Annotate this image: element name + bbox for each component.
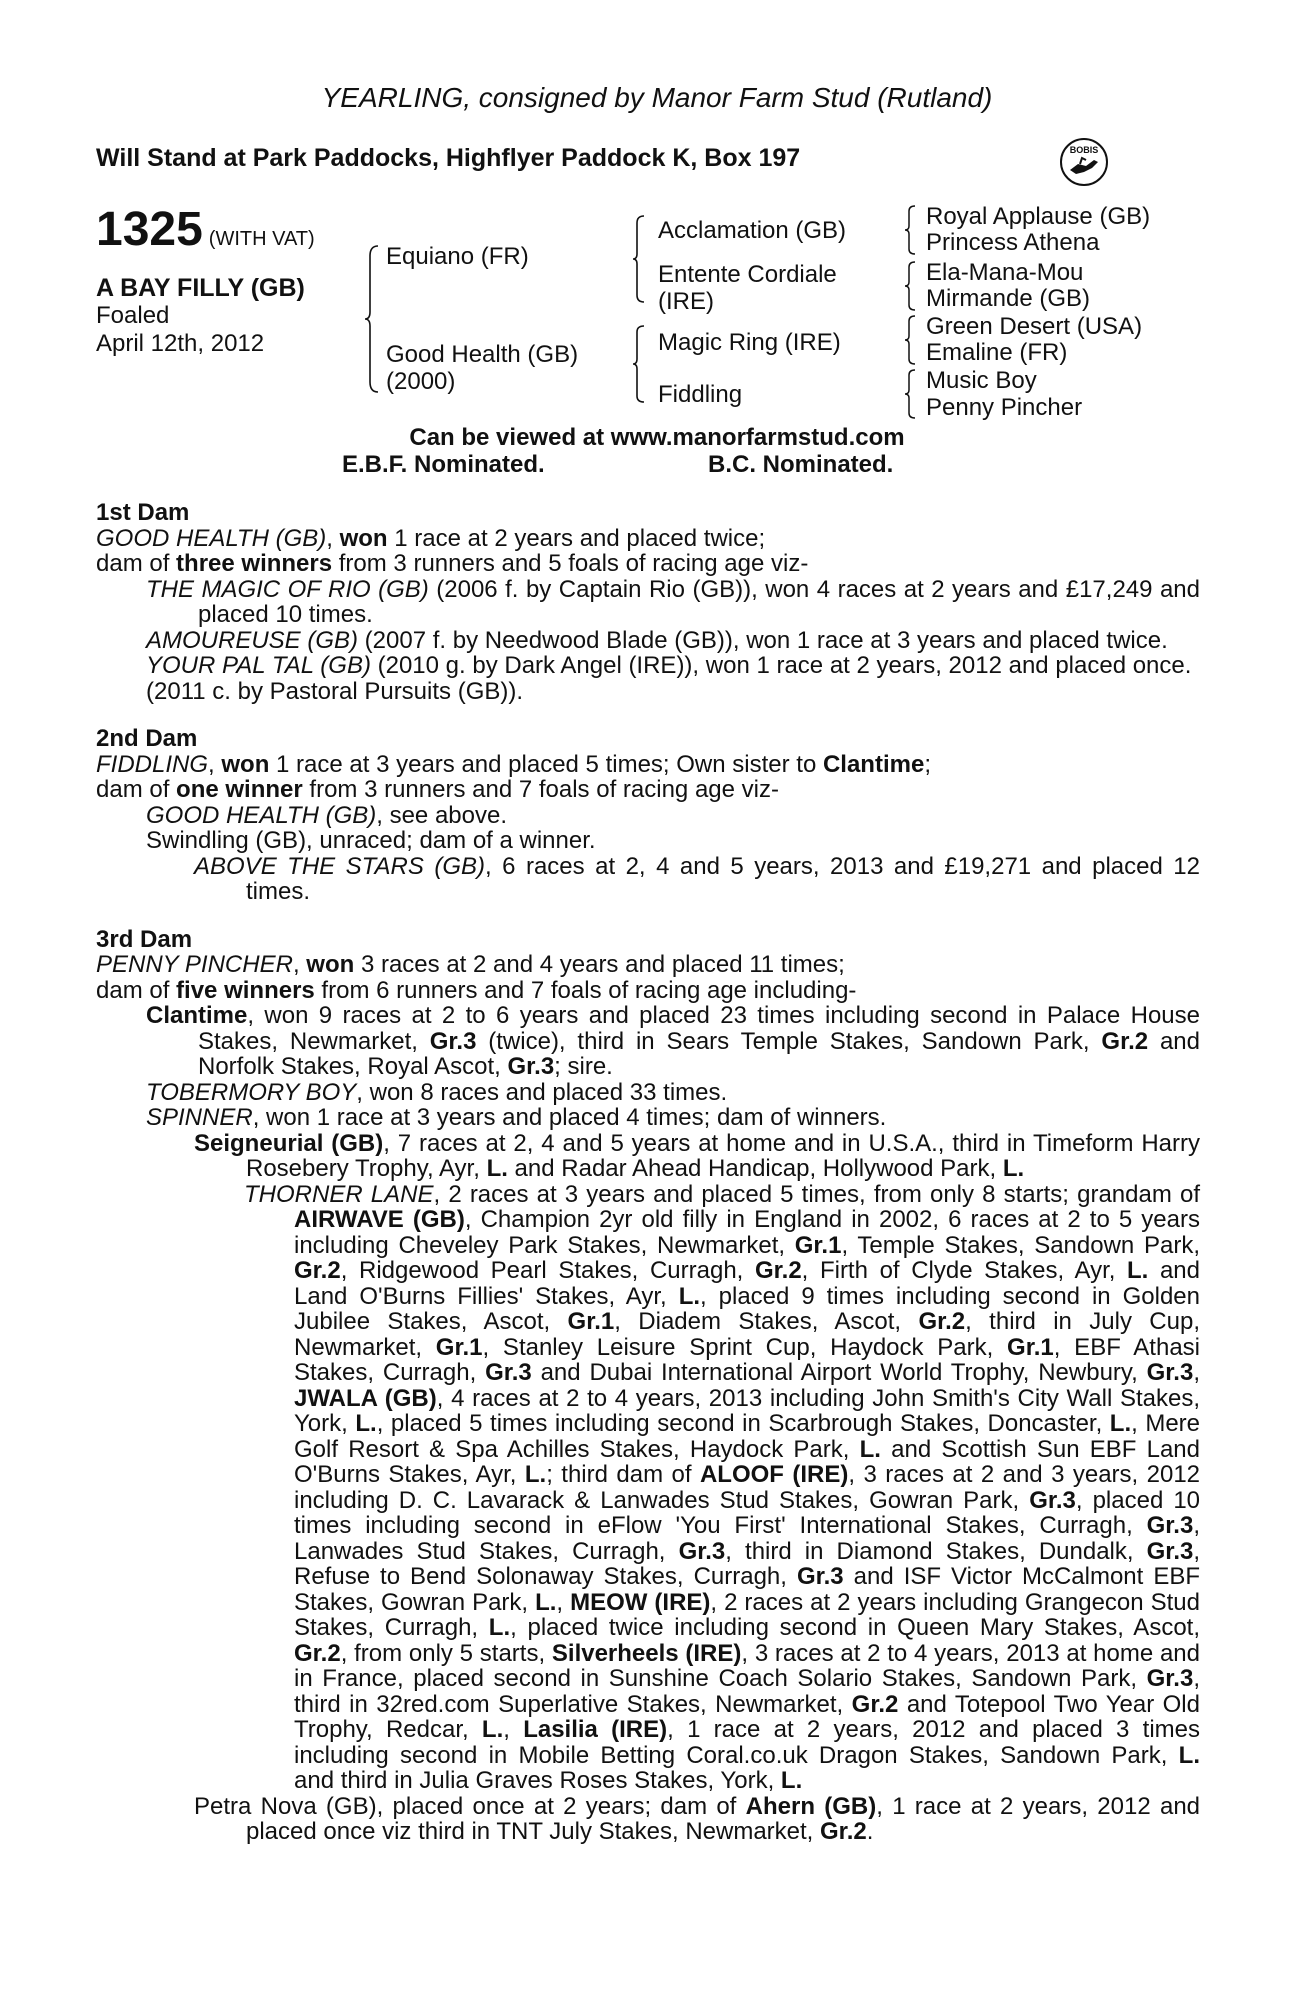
pedigree-sss: Royal Applause (GB) <box>926 203 1151 230</box>
first-dam-runner: (2011 c. by Pastoral Pursuits (GB)). <box>146 677 524 705</box>
lot-number-line <box>96 203 315 256</box>
pedigree-sire-dam: Entente Cordiale <box>658 261 837 288</box>
first-dam-runner: THE MAGIC OF RIO (GB) (2006 f. by Captain Rio (GB)), won 4 races at 2 years and £17,249 and placed 10 times. <box>146 575 1201 628</box>
pedigree-dds: Music Boy <box>926 367 1037 394</box>
pedigree-sire-sire: Acclamation (GB) <box>658 217 847 244</box>
pedigree-ssd: Princess Athena <box>926 229 1100 256</box>
pedigree-brace-icon <box>364 244 384 394</box>
horse-name: A BAY FILLY (GB) <box>96 274 305 302</box>
third-dam-granddaughter-thorner-lane: THORNER LANE, 2 races at 3 years and placed 5 times, from only 8 starts; grandam of AIRWAVE (GB), Champion 2yr old filly in England in 2002, 6 races at 2 to 5 years including Cheveley Park Stakes, Newmarket, Gr.1, Temple Stakes, Sandown Park, Gr.2, Ridgewood Pearl Stakes, Curragh, Gr.2, Firth of Clyde Stakes, Ayr, L. and Land O'Burns Fillies' Stakes, Ayr, L., placed 9 times including second in Golden Jubilee Stakes, Ascot, Gr.1, Diadem Stakes, Ascot, Gr.2, third in July Cup, Newmarket, Gr.1, Stanley Leisure Sprint Cup, Haydock Park, Gr.1, EBF Athasi Stakes, Curragh, Gr.3 and Dubai International Airport World Trophy, Newbury, Gr.3, JWALA (GB), 4 races at 2 to 4 years, 2013 including John Smith's City Wall Stakes, York, L., placed 5 times including second in Scarbrough Stakes, Doncaster, L., Mere Golf Resort & Spa Achilles Stakes, Haydock Park, L. and Scottish Sun EBF Land O'Burns Stakes, Ayr, L.; third dam of ALOOF (IRE), 3 races at 2 and 3 years, 2012 including D. C. Lavarack & Lanwades Stud Stakes, Gowran Park, Gr.3, placed 10 times including second in eFlow 'You First' International Stakes, Curragh, Gr.3, Lanwades Stud Stakes, Curragh, Gr.3, third in Diamond Stakes, Dundalk, Gr.3, Refuse to Bend Solonaway Stakes, Curragh, Gr.3 and ISF Victor McCalmont EBF Stakes, Gowran Park, L., MEOW (IRE), 2 races at 2 years including Grangecon Stud Stakes, Curragh, L., placed twice including second in Queen Mary Stakes, Ascot, Gr.2, from only 5 starts, Silverheels (IRE), 3 races at 2 to 4 years, 2013 at home and in France, placed second in Sunshine Coach Solario Stakes, Sandown Park, Gr.3, third in 32red.com Superlative Stakes, Newmarket, Gr.2 and Totepool Two Year Old Trophy, Redcar, L., Lasilia (IRE), 1 race at 2 years, 2012 and placed 3 times including second in Mobile Betting Coral.co.uk Dragon Stakes, Sandown Park, L. and third in Julia Graves Roses Stakes, York, L. <box>244 1180 1201 1794</box>
page-title: YEARLING, consigned by Manor Farm Stud (Rutland) <box>321 82 993 113</box>
lot-number: 1325 <box>96 203 203 256</box>
pedigree-dsd: Emaline (FR) <box>926 339 1068 366</box>
sd-brace-icon <box>904 260 918 312</box>
svg-text:BOBIS: BOBIS <box>1069 145 1099 155</box>
pedigree-sds: Ela-Mana-Mou <box>926 259 1084 286</box>
second-dam-granddaughter: ABOVE THE STARS (GB), 6 races at 2, 4 and 5 years, 2013 and £19,271 and placed 12 times. <box>194 852 1200 905</box>
sire-brace-icon <box>632 214 648 304</box>
third-dam-runner-clantime: Clantime, won 9 races at 2 to 6 years and placed 23 times including second in Palace House Stakes, Newmarket, Gr.3 (twice), third in Sears Temple Stakes, Sandown Park, Gr.2 and Norfolk Stakes, Royal Ascot, Gr.3; sire. <box>146 1002 1200 1080</box>
first-dam-runner: AMOUREUSE (GB) (2007 f. by Needwood Blade (GB)), won 1 race at 3 years and placed twice. <box>146 626 1168 654</box>
third-dam-granddaughter-petra-nova: Petra Nova (GB), placed once at 2 years; dam of Ahern (GB), 1 race at 2 years, 2012 and placed once viz third in TNT July Stakes, Newmarket, Gr.2. <box>194 1792 1201 1845</box>
second-dam-runner: Swindling (GB), unraced; dam of a winner. <box>146 827 596 854</box>
first-dam-summary: dam of three winners from 3 runners and 5 foals of racing age viz- <box>96 550 809 577</box>
foaled-label: Foaled <box>96 302 170 329</box>
pedigree-sire: Equiano (FR) <box>386 243 529 270</box>
ds-brace-icon <box>904 314 918 366</box>
pedigree-ddd: Penny Pincher <box>926 394 1083 421</box>
third-dam-summary: dam of five winners from 6 runners and 7 foals of racing age including- <box>96 976 857 1004</box>
second-dam-summary: dam of one winner from 3 runners and 7 foals of racing age viz- <box>96 776 779 803</box>
viewing-note: Can be viewed at www.manorfarmstud.com <box>409 424 905 451</box>
dam-details <box>96 500 1200 1845</box>
pedigree-dam: Good Health (GB) <box>386 341 579 368</box>
pedigree-sdd: Mirmande (GB) <box>926 285 1091 312</box>
vat-note: (WITH VAT) <box>208 228 315 250</box>
stand-location: Will Stand at Park Paddocks, Highflyer Paddock K, Box 197 <box>96 144 801 172</box>
second-dam-line: FIDDLING, won 1 race at 3 years and placed 5 times; Own sister to Clantime; <box>96 750 931 778</box>
third-dam-runner: SPINNER, won 1 race at 3 years and placed 4 times; dam of winners. <box>146 1104 887 1131</box>
ebf-nominated: E.B.F. Nominated. <box>342 451 545 478</box>
pedigree-sire-dam-country: (IRE) <box>658 288 714 315</box>
first-dam-heading: 1st Dam <box>96 499 190 526</box>
pedigree-dss: Green Desert (USA) <box>926 313 1143 340</box>
dam-brace-icon <box>632 324 648 404</box>
bc-nominated: B.C. Nominated. <box>708 451 894 478</box>
dd-brace-icon <box>904 368 918 420</box>
first-dam-line: GOOD HEALTH (GB), won 1 race at 2 years and placed twice; <box>96 524 766 552</box>
foaled-date: April 12th, 2012 <box>96 330 265 357</box>
bobis-logo-icon <box>1058 136 1110 188</box>
second-dam-runner: GOOD HEALTH (GB), see above. <box>146 801 508 829</box>
pedigree-dam-dam: Fiddling <box>658 381 743 408</box>
pedigree-dam-year: (2000) <box>386 368 456 395</box>
ss-brace-icon <box>904 204 918 256</box>
pedigree-dam-sire: Magic Ring (IRE) <box>658 329 841 356</box>
first-dam-runner: YOUR PAL TAL (GB) (2010 g. by Dark Angel (IRE)), won 1 race at 2 years, 2012 and placed once. <box>146 652 1192 679</box>
third-dam-line: PENNY PINCHER, won 3 races at 2 and 4 years and placed 11 times; <box>96 951 845 978</box>
third-dam-granddaughter: Seigneurial (GB), 7 races at 2, 4 and 5 years at home and in U.S.A., third in Timeform Harry Rosebery Trophy, Ayr, L. and Radar Ahead Handicap, Hollywood Park, L. <box>194 1129 1200 1182</box>
second-dam-heading: 2nd Dam <box>96 725 198 752</box>
third-dam-runner: TOBERMORY BOY, won 8 races and placed 33 times. <box>146 1078 728 1106</box>
third-dam-heading: 3rd Dam <box>96 925 193 953</box>
